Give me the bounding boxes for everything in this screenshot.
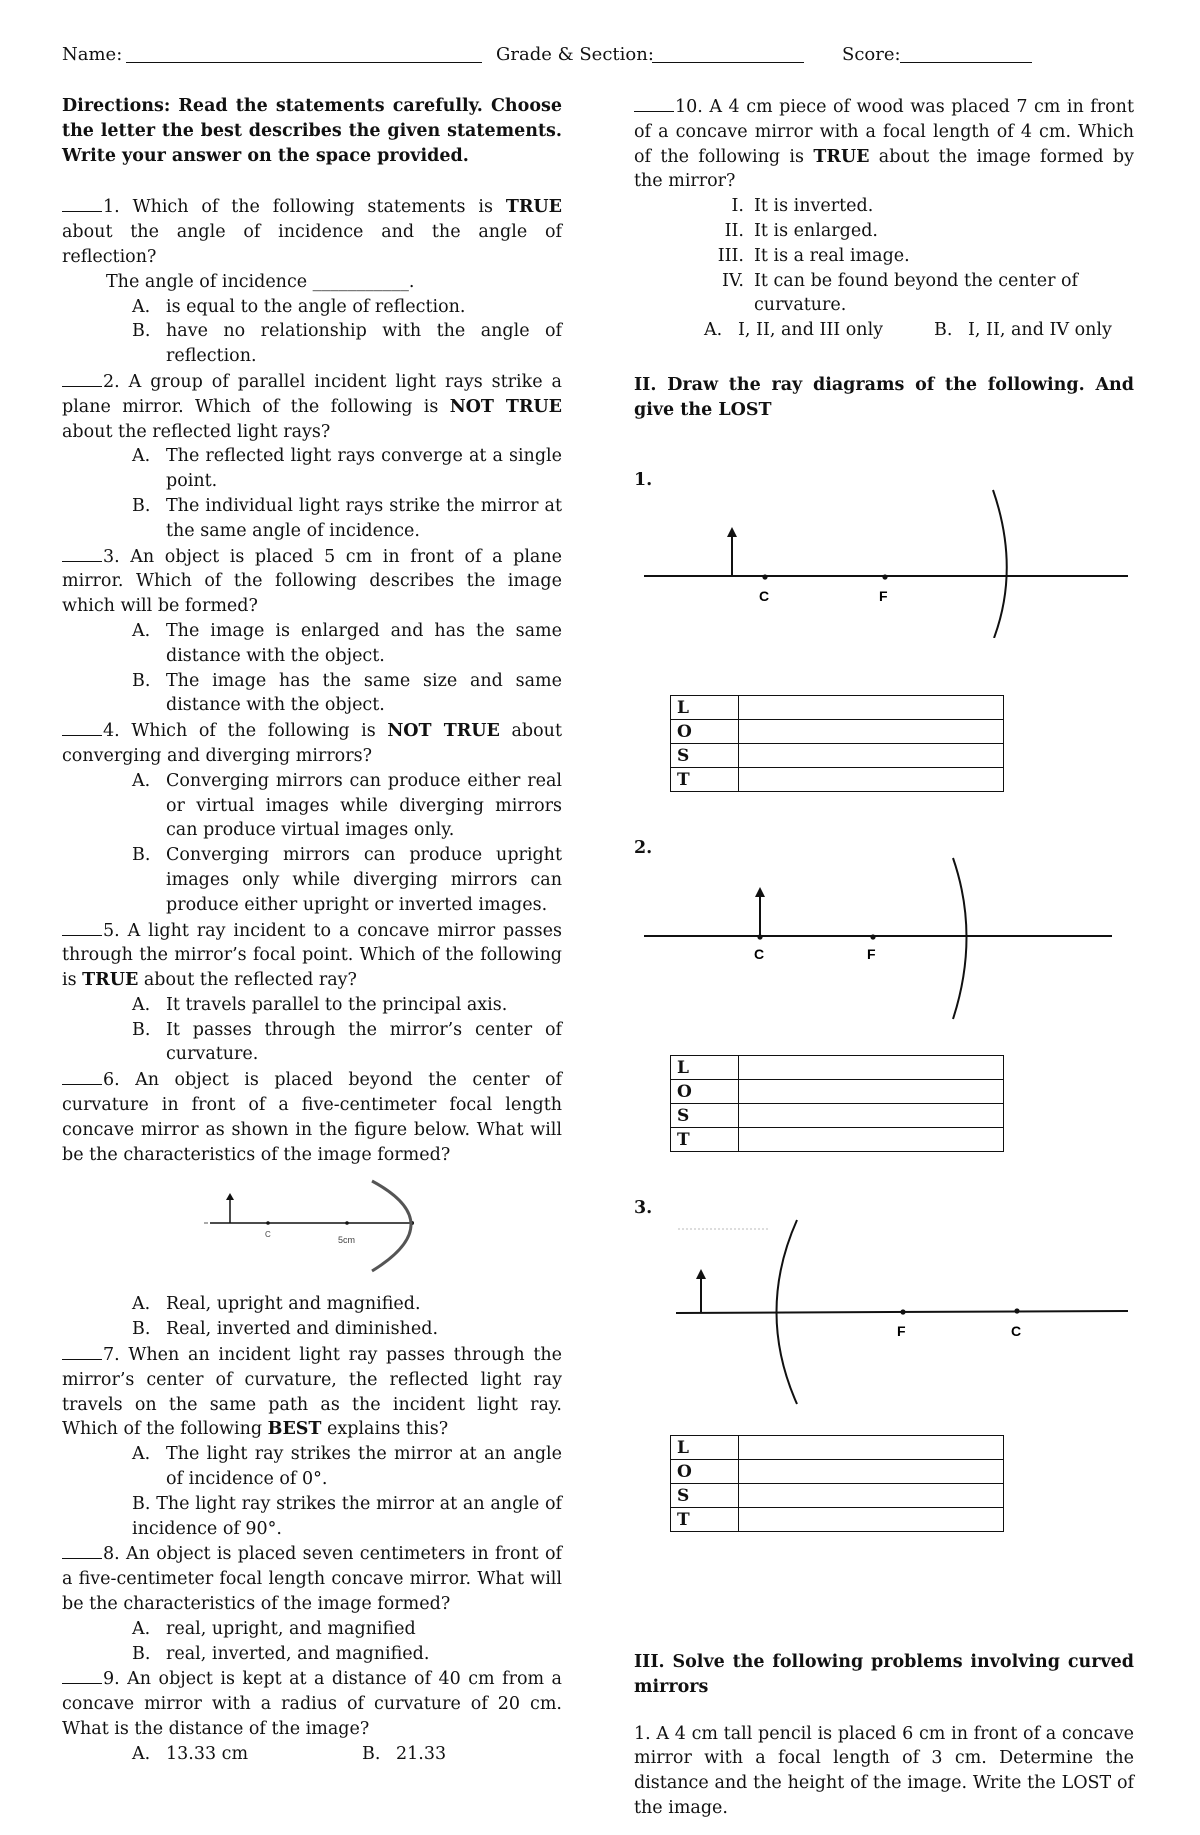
section-3 <box>634 1650 1134 1821</box>
question-10: 10. A 4 cm piece of wood was placed 7 cm in front of a concave mirror with a focal length of 4 cm. Which of the following is TRUE about the image formed by the mirror? I. It is inverted. II. It is enlarged. III. It is a real image. IV. It can be found beyond the center of curvature. A. I, II, and III only B. I, II, and IV only <box>634 94 1134 343</box>
option-a: A. The reflected light rays converge at a single point. <box>132 446 562 492</box>
label-5cm: 5cm <box>338 1235 356 1246</box>
table-row: L <box>671 1056 1004 1080</box>
options-row <box>704 318 1134 343</box>
answer-blank-1[interactable] <box>62 194 102 212</box>
point-f <box>870 934 875 939</box>
diagram-3-number: 3. <box>634 1198 653 1218</box>
lost-answer-cell[interactable] <box>739 744 1004 768</box>
question-6: 6. An object is placed beyond the center of curvature in front of a five-centimeter focal length concave mirror as shown in the figure below. What will be the characteristics of the image formed? C 5cm A. Real, upright and magnified. B. Real, inverted and diminished. <box>62 1067 562 1342</box>
option-a-letter: A. <box>132 1743 151 1764</box>
concave-mirror <box>372 1181 411 1271</box>
answer-blank-10[interactable] <box>634 94 674 112</box>
object-arrowhead <box>755 887 765 897</box>
point-c <box>1014 1308 1019 1313</box>
label-f: F <box>897 1323 906 1339</box>
question-5: 5. A light ray incident to a concave mirror passes through the mirror’s focal point. Which of the following is TRUE about the reflected ray? A. It travels parallel to the principal axis. B. It passes through the mirror’s center of curvature. <box>62 918 562 1068</box>
section-2-title: II. Draw the ray diagrams of the following. And give the LOST <box>634 374 1134 420</box>
option-a-letter: A. <box>704 320 723 341</box>
directions: Directions: Read the statements carefully. Choose the letter the best describes the given statements. Write your answer on the space provided. <box>62 96 562 166</box>
table-row: T <box>671 1128 1004 1152</box>
option-a: A. is equal to the angle of reflection. <box>132 296 466 317</box>
diagram-2-number: 2. <box>634 838 653 858</box>
option-b: B. Converging mirrors can produce upright images only while diverging mirrors can produce either upright or inverted images. <box>132 845 562 915</box>
option-b: B. It passes through the mirror’s center of curvature. <box>132 1019 562 1065</box>
statement-list <box>694 194 1134 318</box>
lost-table-2 <box>670 1055 1004 1152</box>
ray-diagram-1[interactable] <box>640 488 1130 638</box>
option-a: A. It travels parallel to the principal axis. <box>132 994 508 1015</box>
table-row: S <box>671 744 1004 768</box>
answer-blank-8[interactable] <box>62 1541 102 1559</box>
lost-answer-cell[interactable] <box>739 720 1004 744</box>
lost-table-1 <box>670 695 1004 792</box>
lost-table-3 <box>670 1435 1004 1532</box>
question-2: 2. A group of parallel incident light rays strike a plane mirror. Which of the following is NOT TRUE about the reflected light rays? A. The reflected light rays converge at a single point. B. The individual light rays strike the mirror at the same angle of incidence. <box>62 369 562 544</box>
option-b-text: 21.33 <box>396 1743 447 1764</box>
lost-answer-cell[interactable] <box>739 1056 1004 1080</box>
table-row: O <box>671 1460 1004 1484</box>
option-a: A. The light ray strikes the mirror at an angle of incidence of 0°. <box>132 1444 562 1490</box>
point-f <box>900 1309 905 1314</box>
lost-answer-cell[interactable] <box>739 1080 1004 1104</box>
table-row: T <box>671 768 1004 792</box>
options-row <box>132 1742 562 1767</box>
table-row: O <box>671 1080 1004 1104</box>
mirror-figure-q6 <box>202 1179 452 1274</box>
object-arrowhead <box>727 527 737 537</box>
table-row: S <box>671 1104 1004 1128</box>
option-b: B. Real, inverted and diminished. <box>132 1319 439 1340</box>
option-a: A. Converging mirrors can produce either real or virtual images while diverging mirrors can produce virtual images only. <box>132 770 562 841</box>
answer-blank-6[interactable] <box>62 1067 102 1085</box>
answer-blank-3[interactable] <box>62 544 102 562</box>
table-row: L <box>671 696 1004 720</box>
answer-blank-4[interactable] <box>62 718 102 736</box>
right-column <box>634 94 1134 423</box>
answer-blank-9[interactable] <box>62 1666 102 1684</box>
option-b: B. The light ray strikes the mirror at an angle of incidence of 90°. <box>132 1493 562 1539</box>
table-row: T <box>671 1508 1004 1532</box>
lost-answer-cell[interactable] <box>739 1484 1004 1508</box>
point-f <box>345 1222 349 1226</box>
label-f: F <box>867 946 876 962</box>
option-b: B. have no relationship with the angle of reflection. <box>132 321 562 367</box>
problem-1: 1. A 4 cm tall pencil is placed 6 cm in front of a concave mirror with a focal length of 3 cm. Determine the distance and the height of the image. Write the LOST of the image. <box>634 1723 1134 1818</box>
question-1: 1. Which of the following statements is TRUE about the angle of incidence and the angle of reflection? The angle of incidence ___________. A. is equal to the angle of reflection. B. have no relationship with the angle of reflection. <box>62 194 562 369</box>
label-c: C <box>1011 1323 1022 1339</box>
point-f <box>882 574 887 579</box>
answer-blank-2[interactable] <box>62 369 102 387</box>
question-9: 9. An object is kept at a distance of 40 cm from a concave mirror with a radius of curvature of 20 cm. What is the distance of the image? A. 13.33 cm B. 21.33 <box>62 1666 562 1766</box>
lost-answer-cell[interactable] <box>739 1104 1004 1128</box>
object-arrowhead <box>696 1269 706 1279</box>
label-c: C <box>265 1230 271 1240</box>
option-a-text: I, II, and III only <box>738 320 884 341</box>
table-row: O <box>671 720 1004 744</box>
label-c: C <box>759 588 770 604</box>
answer-blank-5[interactable] <box>62 918 102 936</box>
concave-mirror <box>953 858 967 1019</box>
label-c: C <box>754 946 765 962</box>
option-a: A. The image is enlarged and has the same distance with the object. <box>132 620 562 666</box>
option-a: A. real, upright, and magnified <box>132 1618 416 1639</box>
question-8: 8. An object is placed seven centimeters in front of a five-centimeter focal length concave mirror. What will be the characteristics of the image formed? A. real, upright, and magnified B. real, inverted, and magnified. <box>62 1541 562 1666</box>
table-row: S <box>671 1484 1004 1508</box>
question-3: 3. An object is placed 5 cm in front of a plane mirror. Which of the following describes the image which will be formed? A. The image is enlarged and has the same distance with the object. B. The image has the same size and same distance with the object. <box>62 544 562 719</box>
option-a-text: 13.33 cm <box>166 1743 249 1764</box>
ray-diagram-3[interactable] <box>660 1212 1130 1412</box>
point-c <box>266 1222 270 1226</box>
option-b-text: I, II, and IV only <box>968 320 1112 341</box>
statement-item: I. It is inverted. <box>731 196 874 217</box>
worksheet-header <box>62 44 1142 70</box>
lost-answer-cell[interactable] <box>739 768 1004 792</box>
statement-item: II. It is enlarged. <box>724 220 878 241</box>
lost-answer-cell[interactable] <box>739 1128 1004 1152</box>
question-4: 4. Which of the following is NOT TRUE about converging and diverging mirrors? A. Converging mirrors can produce either real or virtual images while diverging mirrors can produce virtual images only. B. Converging mirrors can produce upright images only while diverging mirrors can produce either upright or inverted images. <box>62 718 562 917</box>
section-3-title: III. Solve the following problems involving curved mirrors <box>634 1652 1134 1697</box>
lost-answer-cell[interactable] <box>739 1436 1004 1460</box>
lost-answer-cell[interactable] <box>739 1508 1004 1532</box>
statement-item: IV. It can be found beyond the center of curvature. <box>721 270 1079 316</box>
lost-answer-cell[interactable] <box>739 696 1004 720</box>
concave-mirror <box>993 490 1007 638</box>
grade-section-label: Grade & Section: <box>496 44 654 65</box>
question-7: 7. When an incident light ray passes through the mirror’s center of curvature, the reflected light ray travels on the same path as the incident light ray. Which of the following BEST explains this? A. The light ray strikes the mirror at an angle of incidence of 0°. B. The light ray strikes the mirror at an angle of incidence of 90°. <box>62 1342 562 1541</box>
label-f: F <box>879 588 888 604</box>
name-label: Name: <box>62 44 123 65</box>
option-b: B. The individual light rays strike the mirror at the same angle of incidence. <box>132 495 562 541</box>
option-b: B. real, inverted, and magnified. <box>132 1643 430 1664</box>
option-b-letter: B. <box>362 1743 381 1764</box>
lost-answer-cell[interactable] <box>739 1460 1004 1484</box>
point-c <box>762 574 767 579</box>
statement-item: III. It is a real image. <box>717 245 910 266</box>
point-c <box>757 934 762 939</box>
left-column <box>62 94 562 1767</box>
option-b-letter: B. <box>934 320 953 341</box>
object-arrowhead <box>226 1193 234 1200</box>
option-b: B. The image has the same size and same distance with the object. <box>132 670 562 716</box>
ray-diagram-2[interactable] <box>640 856 1130 1026</box>
question-stem: The angle of incidence ___________. <box>106 271 415 292</box>
score-label: Score: <box>842 44 901 65</box>
option-a: A. Real, upright and magnified. <box>132 1294 421 1315</box>
answer-blank-7[interactable] <box>62 1342 102 1360</box>
diagram-1-number: 1. <box>634 470 653 490</box>
table-row: L <box>671 1436 1004 1460</box>
